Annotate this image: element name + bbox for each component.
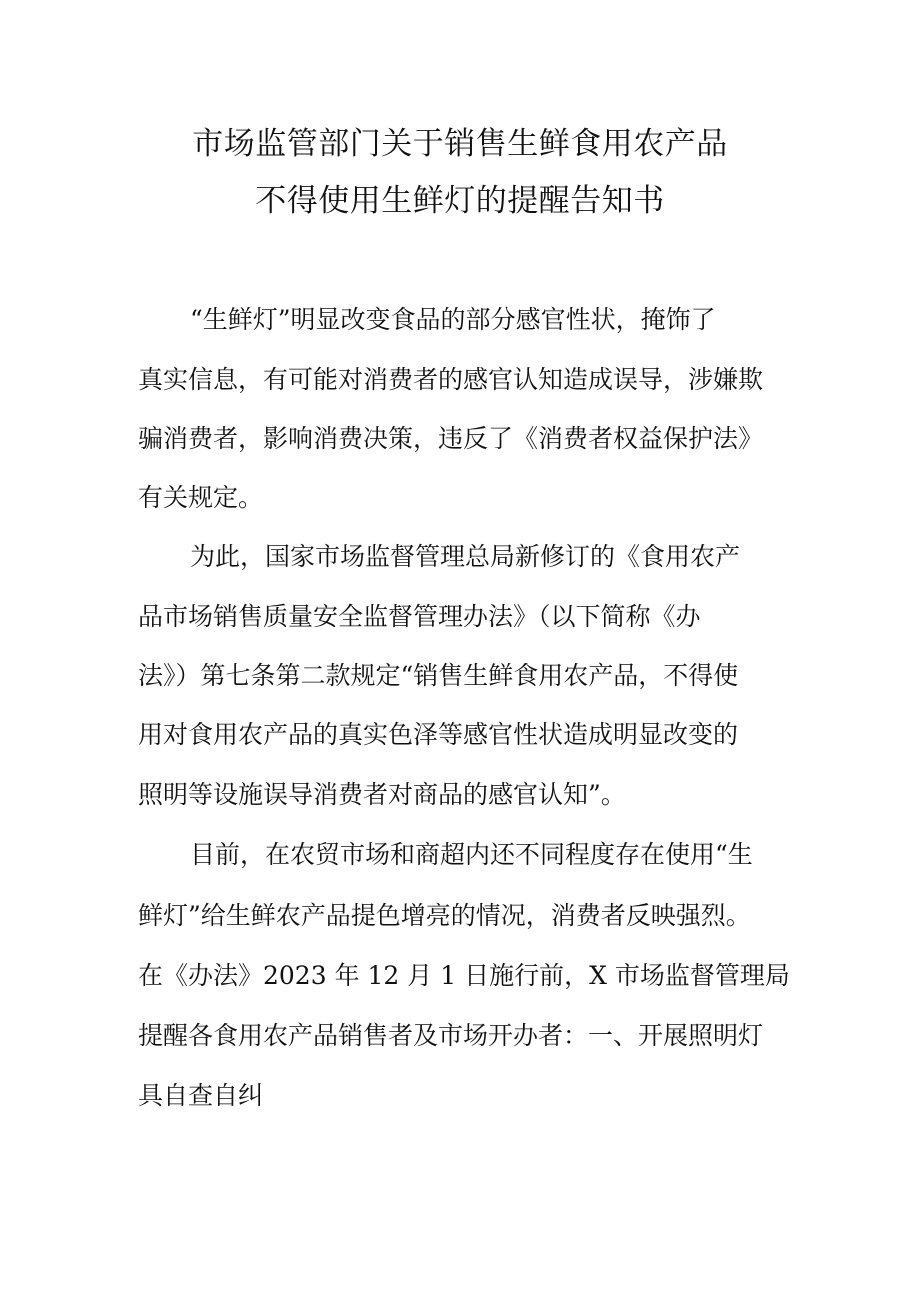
paragraph-3-line-1: 目前，在农贸市场和商超内还不同程度存在使用“生 [190, 840, 753, 869]
paragraph-1-line-1: “生鲜灯”明显改变食品的部分感官性状，掩饰了 [190, 305, 716, 334]
paragraph-1-line-4: 有关规定。 [138, 483, 264, 512]
paragraph-3-line-4: 提醒各食用农产品销售者及市场开办者：一、开展照明灯 [138, 1021, 764, 1050]
paragraph-1-line-3: 骗消费者，影响消费决策，违反了《消费者权益保护法》 [138, 424, 764, 453]
paragraph-2-line-3: 法》）第七条第二款规定“销售生鲜食用农产品，不得使 [138, 661, 739, 690]
paragraph-3-line-5: 具自查自纠 [138, 1081, 264, 1110]
paragraph-3-line-2: 鲜灯”给生鲜农产品提色增亮的情况，消费者反映强烈。 [138, 901, 751, 930]
paragraph-2-line-2: 品市场销售质量安全监督管理办法》（以下简称《办 [138, 602, 701, 631]
paragraph-2-line-4: 用对食用农产品的真实色泽等感官性状造成明显改变的 [138, 720, 739, 749]
paragraph-2-line-5: 照明等设施误导消费者对商品的感官认知”。 [138, 780, 626, 809]
document-title-line-2: 不得使用生鲜灯的提醒告知书 [255, 183, 665, 219]
paragraph-2-line-1: 为此，国家市场监督管理总局新修订的《食用农产 [190, 542, 741, 571]
document-title-line-1: 市场监管部门关于销售生鲜食用农产品 [192, 126, 728, 162]
paragraph-1-line-2: 真实信息，有可能对消费者的感官认知造成误导，涉嫌欺 [138, 365, 764, 394]
paragraph-3-line-3: 在《办法》2023 年 12 月 1 日施行前，X 市场监督管理局 [138, 961, 790, 990]
